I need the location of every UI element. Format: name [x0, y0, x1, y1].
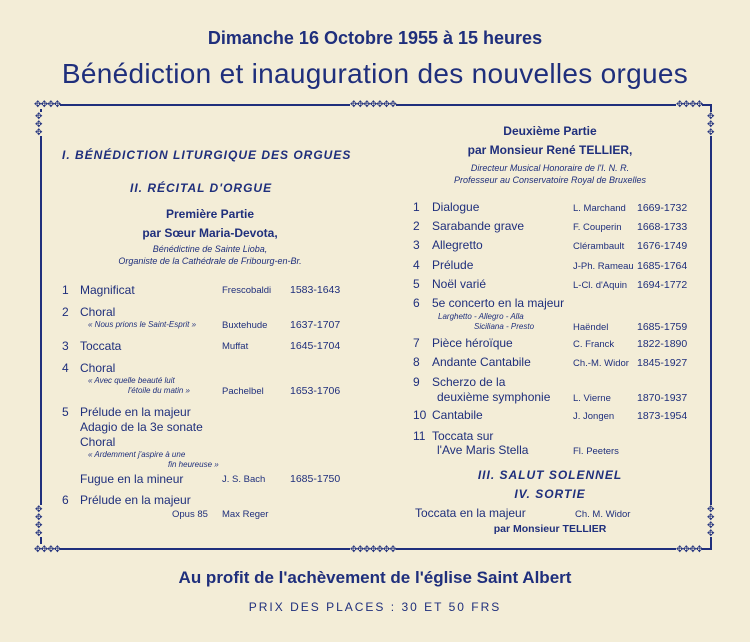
section-recital: II. RÉCITAL D'ORGUE: [130, 181, 273, 195]
left-item-2-title: Choral: [80, 305, 116, 319]
left-item-3-years: 1645-1704: [290, 340, 341, 352]
ornament-top-right: ✥✥✥✥: [676, 99, 703, 109]
right-item-10-composer: J. Jongen: [573, 411, 615, 422]
right-item-11-composer: Fl. Peeters: [573, 446, 619, 457]
right-item-11-title-2: l'Ave Maris Stella: [437, 443, 529, 457]
left-item-5-title-3: Choral: [80, 435, 116, 449]
left-item-1-composer: Frescobaldi: [222, 285, 272, 296]
left-item-4-subtitle-1: « Avec quelle beauté luit: [88, 376, 175, 385]
ornament-left-bottom: ✥ ✥ ✥ ✥: [35, 504, 42, 538]
left-item-4-years: 1653-1706: [290, 385, 341, 397]
left-item-6-composer: Max Reger: [222, 509, 269, 520]
right-item-10-years: 1873-1954: [637, 410, 688, 422]
left-item-3-composer: Muffat: [222, 341, 249, 352]
right-item-9-title-1: Scherzo de la: [432, 375, 506, 389]
right-item-6-title: 5e concerto en la majeur: [432, 296, 565, 310]
left-item-5-number: 5: [62, 405, 69, 419]
left-item-3-number: 3: [62, 339, 69, 353]
left-item-3-title: Toccata: [80, 339, 122, 353]
right-item-5-composer: L-Cl. d'Aquin: [573, 280, 628, 291]
right-item-8-composer: Ch.-M. Widor: [573, 358, 629, 369]
ornament-bottom-center: ✥✥✥✥✥✥✥: [350, 544, 396, 554]
ticket-prices: PRIX DES PLACES : 30 ET 50 FRS: [248, 600, 502, 614]
right-item-8-years: 1845-1927: [637, 357, 688, 369]
left-item-5-title-2: Adagio de la 3e sonate: [80, 420, 203, 434]
ornament-left-top: ✥ ✥ ✥: [35, 111, 42, 137]
part-one-performer: par Sœur Maria-Devota,: [142, 226, 278, 240]
part-two-performer: par Monsieur René TELLIER,: [467, 143, 633, 157]
section-benediction: I. BÉNÉDICTION LITURGIQUE DES ORGUES: [62, 148, 352, 162]
left-item-4-number: 4: [62, 361, 69, 375]
right-item-8-title: Andante Cantabile: [432, 355, 531, 369]
right-item-3-title: Allegretto: [432, 238, 483, 252]
left-item-6-number: 6: [62, 493, 69, 507]
right-item-3-composer: Clérambault: [573, 241, 625, 252]
left-item-2-subtitle: « Nous prions le Saint-Esprit »: [88, 320, 197, 329]
right-item-6-number: 6: [413, 296, 420, 310]
right-item-11-number: 11: [413, 429, 426, 443]
benefit-line: Au profit de l'achèvement de l'église Saint Albert: [178, 568, 572, 587]
right-item-6-subtitle-2: Siciliana - Presto: [474, 322, 535, 331]
right-item-9-composer: L. Vierne: [573, 393, 611, 404]
right-item-6-subtitle-1: Larghetto - Allegro - Alla: [438, 312, 524, 321]
left-item-4-composer: Pachelbel: [222, 386, 264, 397]
right-item-8-number: 8: [413, 355, 420, 369]
left-item-1-title: Magnificat: [80, 283, 135, 297]
left-item-2-years: 1637-1707: [290, 319, 341, 331]
right-item-9-number: 9: [413, 375, 420, 389]
left-item-5-title-1: Prélude en la majeur: [80, 405, 191, 419]
left-item-2-composer: Buxtehude: [222, 320, 268, 331]
left-item-5-subtitle-2: fin heureuse »: [168, 460, 219, 469]
sortie-piece: Toccata en la majeur: [415, 506, 526, 520]
right-item-7-years: 1822-1890: [637, 338, 688, 350]
part-one-role-1: Bénédictine de Sainte Lioba,: [152, 244, 268, 254]
right-item-2-years: 1668-1733: [637, 221, 688, 233]
right-item-1-years: 1669-1732: [637, 202, 688, 214]
right-item-5-years: 1694-1772: [637, 279, 688, 291]
right-item-4-number: 4: [413, 258, 420, 272]
left-item-2-number: 2: [62, 305, 69, 319]
right-item-6-composer: Haëndel: [573, 322, 609, 333]
right-item-9-years: 1870-1937: [637, 392, 688, 404]
right-item-1-title: Dialogue: [432, 200, 480, 214]
sortie-performer: par Monsieur TELLIER: [493, 523, 607, 535]
right-item-1-composer: L. Marchand: [573, 203, 626, 214]
ornament-bottom-left: ✥✥✥✥: [34, 544, 61, 554]
page-title: Bénédiction et inauguration des nouvelles orgues: [61, 58, 689, 89]
right-item-7-number: 7: [413, 336, 420, 350]
left-item-4-title: Choral: [80, 361, 116, 375]
right-item-3-years: 1676-1749: [637, 240, 688, 252]
right-item-3-number: 3: [413, 238, 420, 252]
right-item-2-composer: F. Couperin: [573, 222, 622, 233]
left-item-5-composer: J. S. Bach: [222, 474, 266, 485]
left-item-5-subtitle-1: « Ardemment j'aspire à une: [88, 450, 186, 459]
right-item-1-number: 1: [413, 200, 420, 214]
right-item-10-number: 10: [413, 408, 427, 422]
ornament-right-top: ✥ ✥ ✥: [707, 111, 714, 137]
ornament-top-center: ✥✥✥✥✥✥✥: [350, 99, 396, 109]
section-sortie: IV. SORTIE: [514, 487, 586, 501]
right-item-2-title: Sarabande grave: [432, 219, 525, 233]
right-item-7-title: Pièce héroïque: [432, 336, 513, 350]
part-two-role-2: Professeur au Conservatoire Royal de Bruxelles: [453, 175, 647, 185]
right-item-4-years: 1685-1764: [637, 260, 688, 272]
right-item-4-composer: J-Ph. Rameau: [573, 261, 634, 272]
right-item-10-title: Cantabile: [432, 408, 483, 422]
ornament-top-left: ✥✥✥✥: [34, 99, 61, 109]
event-date: Dimanche 16 Octobre 1955 à 15 heures: [207, 28, 543, 48]
right-item-4-title: Prélude: [432, 258, 474, 272]
left-item-4-subtitle-2: l'étoile du matin »: [128, 386, 191, 395]
right-item-5-number: 5: [413, 277, 420, 291]
right-item-7-composer: C. Franck: [573, 339, 615, 350]
right-item-5-title: Noël varié: [432, 277, 487, 291]
part-one-title: Première Partie: [165, 207, 255, 221]
part-two-title: Deuxième Partie: [503, 124, 597, 138]
section-salut: III. SALUT SOLENNEL: [477, 468, 623, 482]
ornament-bottom-right: ✥✥✥✥: [676, 544, 703, 554]
sortie-composer: Ch. M. Widor: [575, 509, 631, 520]
part-one-role-2: Organiste de la Cathédrale de Fribourg-en-Br.: [118, 256, 302, 266]
left-item-1-years: 1583-1643: [290, 284, 341, 296]
ornament-right-bottom: ✥ ✥ ✥ ✥: [707, 504, 714, 538]
right-item-9-title-2: deuxième symphonie: [437, 390, 551, 404]
left-item-5-years: 1685-1750: [290, 473, 341, 485]
left-item-5-title-4: Fugue en la mineur: [80, 472, 184, 486]
left-item-6-subtitle: Opus 85: [172, 509, 208, 520]
left-item-6-title: Prélude en la majeur: [80, 493, 191, 507]
right-item-11-title-1: Toccata sur: [432, 429, 494, 443]
left-item-1-number: 1: [62, 283, 69, 297]
part-two-role-1: Directeur Musical Honoraire de l'I. N. R.: [470, 163, 630, 173]
right-item-2-number: 2: [413, 219, 420, 233]
right-item-6-years: 1685-1759: [637, 321, 688, 333]
